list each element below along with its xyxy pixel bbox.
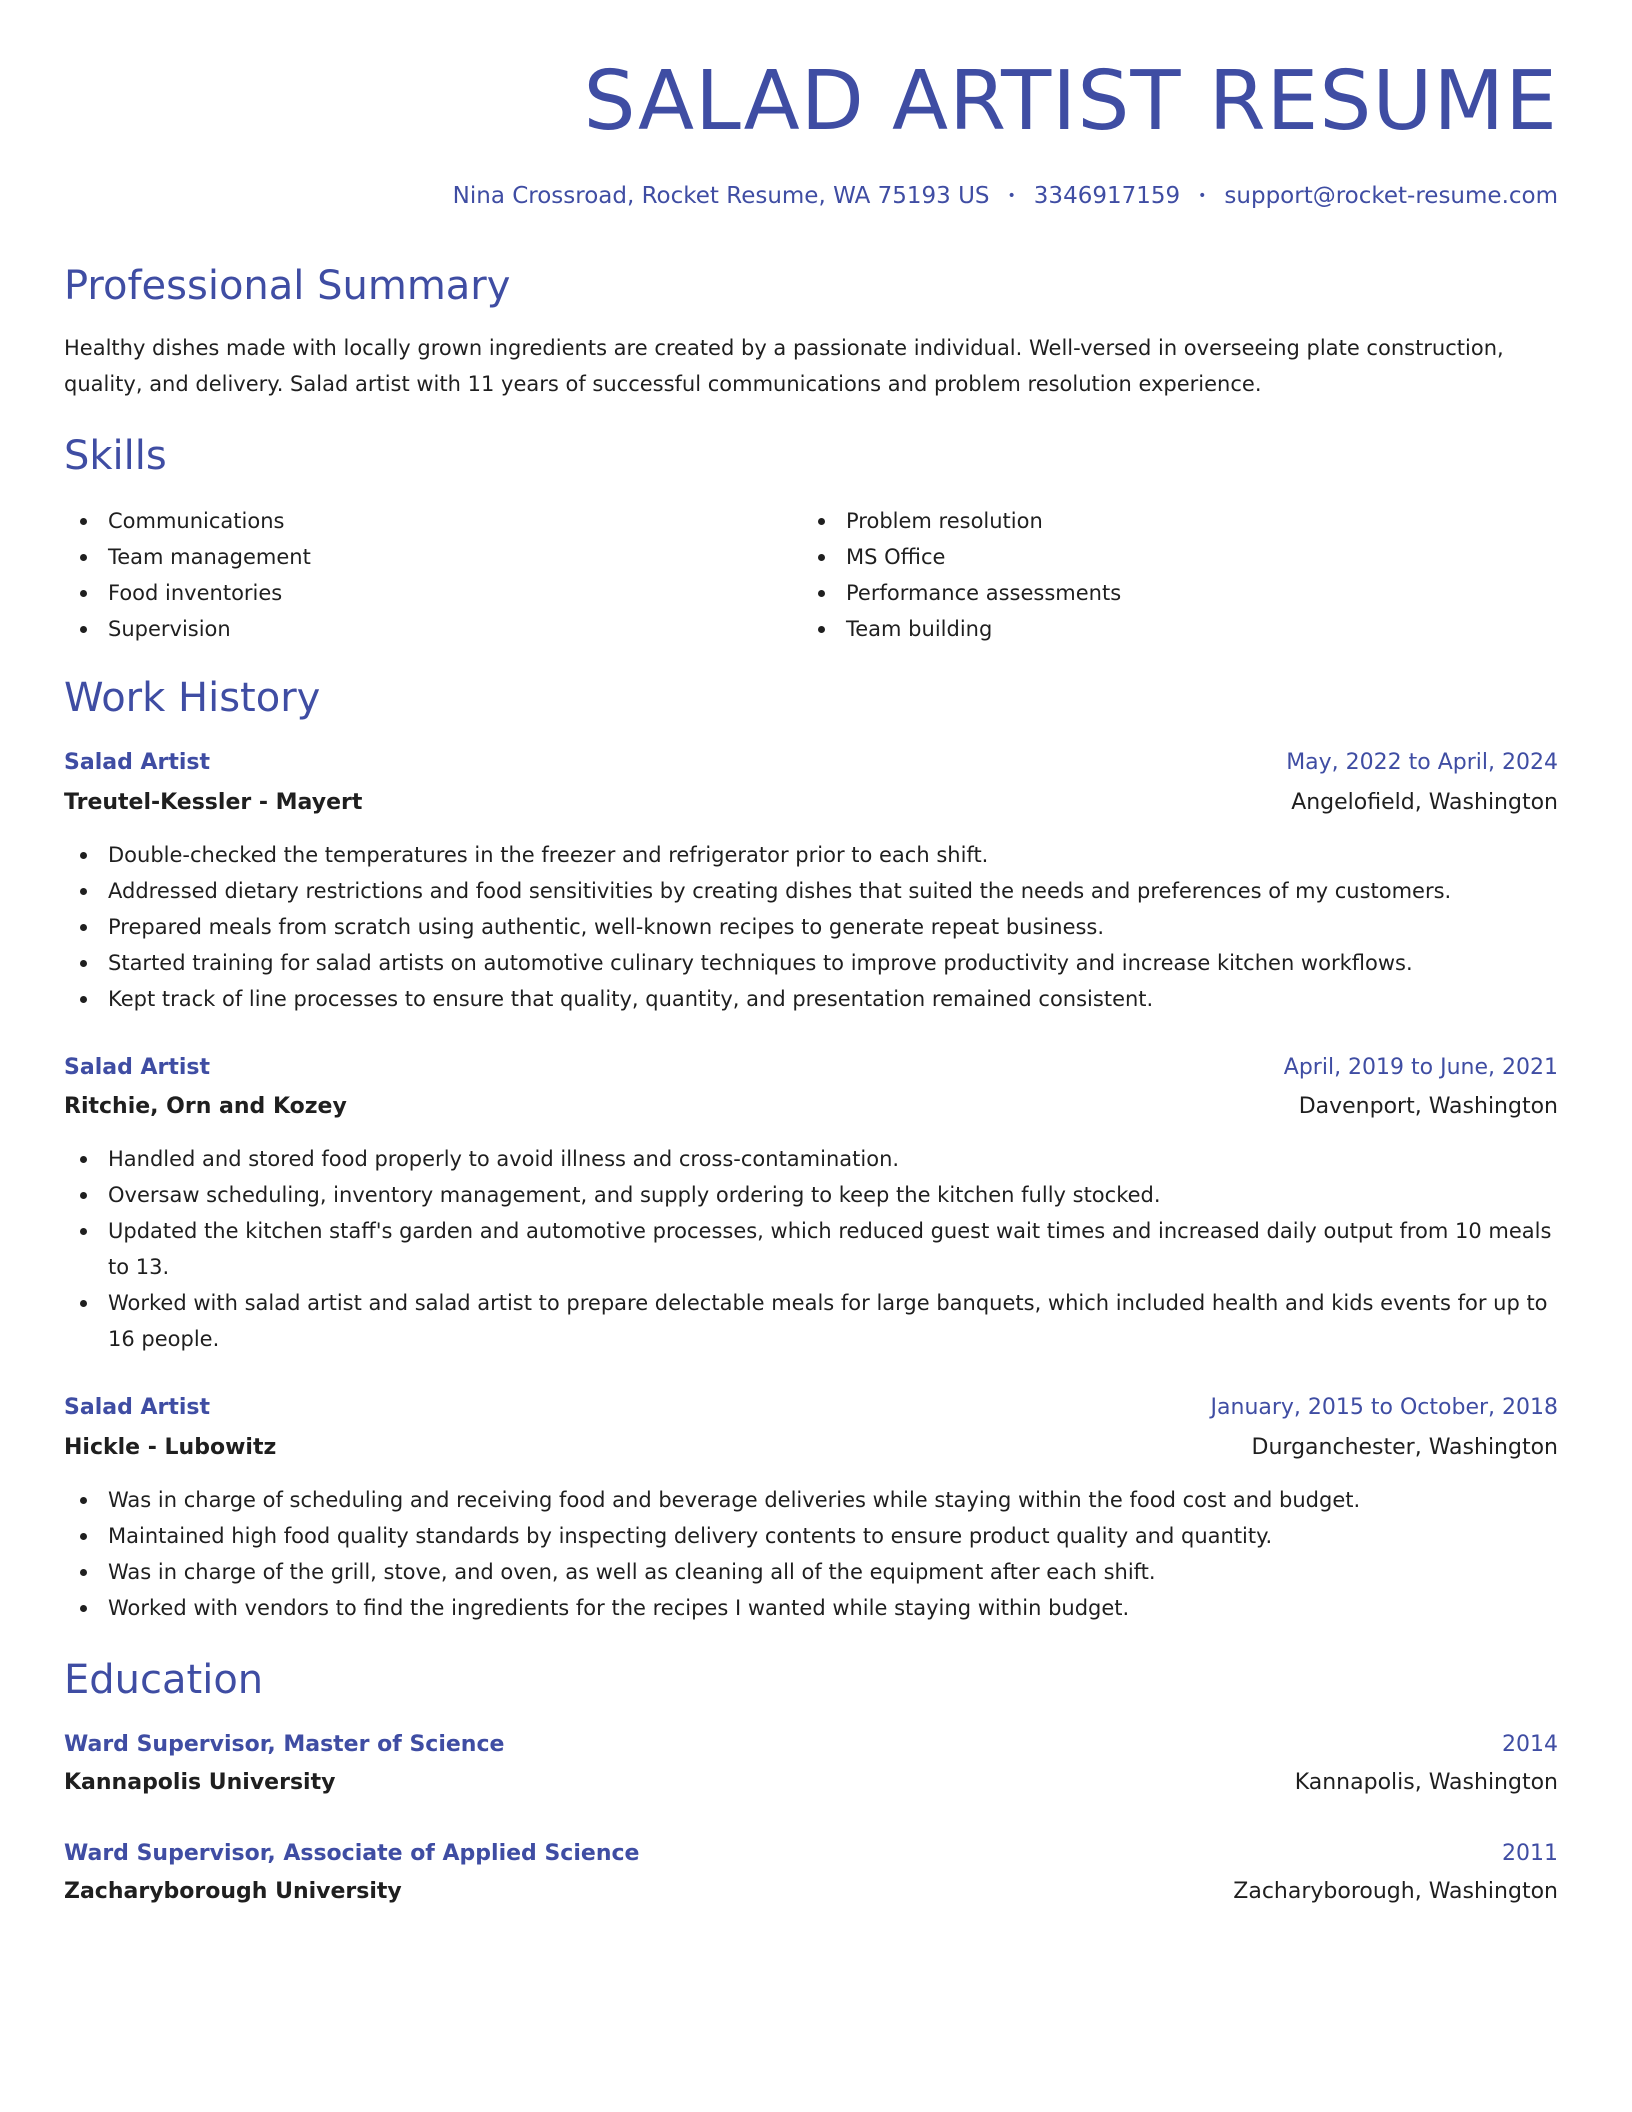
education-school: Zacharyborough University: [64, 1879, 402, 1904]
job-location: Angelofield, Washington: [1291, 790, 1558, 815]
contact-email[interactable]: support@rocket-resume.com: [1224, 183, 1558, 209]
education-year: 2011: [1502, 1841, 1558, 1866]
job-bullets: [64, 1482, 1558, 1626]
job-subheader: [64, 785, 1558, 821]
contact-separator: •: [1198, 188, 1207, 204]
education-location: Kannapolis, Washington: [1294, 1770, 1558, 1795]
skill-item: Performance assessments: [802, 575, 1502, 611]
summary-text: Healthy dishes made with locally grown ingredients are created by a passionate individual. Well-versed in overseeing plate construction, quality, and delivery. Salad artist with 11 years of successful communications and problem resolution experience.: [64, 336, 1504, 396]
skill-item: Team management: [64, 539, 764, 575]
contact-phone: 3346917159: [1033, 183, 1181, 209]
job-bullet: Was in charge of the grill, stove, and oven, as well as cleaning all of the equipment after each shift.: [64, 1554, 1558, 1590]
skills-column-left: [64, 503, 764, 647]
skill-item: Problem resolution: [802, 503, 1502, 539]
contact-address: Nina Crossroad, Rocket Resume, WA 75193 US: [452, 183, 990, 209]
skill-item: MS Office: [802, 539, 1502, 575]
job-bullets: [64, 837, 1558, 1017]
job-bullet: Double-checked the temperatures in the freezer and refrigerator prior to each shift.: [64, 837, 1558, 873]
education-header: [64, 1836, 1558, 1872]
job-bullet: Updated the kitchen staff's garden and automotive processes, which reduced guest wait times and increased daily output from 10 meals to 13.: [64, 1213, 1558, 1285]
job-title: Salad Artist: [64, 1395, 211, 1420]
job-bullet: Handled and stored food properly to avoid illness and cross-contamination.: [64, 1141, 1558, 1177]
job-header: [64, 745, 1558, 781]
contact-line: [453, 180, 1558, 212]
job-dates: April, 2019 to June, 2021: [1283, 1055, 1558, 1080]
job-company: Hickle - Lubowitz: [64, 1435, 277, 1460]
job-bullet: Started training for salad artists on automotive culinary techniques to improve productivity and increase kitchen workflows.: [64, 945, 1558, 981]
education-degree: Ward Supervisor, Master of Science: [64, 1732, 505, 1757]
job-bullet: Oversaw scheduling, inventory management, and supply ordering to keep the kitchen fully stocked.: [64, 1177, 1558, 1213]
work-heading: Work History: [64, 675, 321, 721]
job-location: Durganchester, Washington: [1251, 1435, 1558, 1460]
job-company: Ritchie, Orn and Kozey: [64, 1094, 347, 1119]
education-subheader: [64, 1874, 1558, 1910]
skill-item: Supervision: [64, 611, 764, 647]
job-bullet: Was in charge of scheduling and receiving food and beverage deliveries while staying within the food cost and budget.: [64, 1482, 1558, 1518]
education-school: Kannapolis University: [64, 1770, 336, 1795]
job-bullet: Addressed dietary restrictions and food sensitivities by creating dishes that suited the needs and preferences of my customers.: [64, 873, 1558, 909]
skill-item: Food inventories: [64, 575, 764, 611]
job-bullets: [64, 1141, 1558, 1357]
education-subheader: [64, 1765, 1558, 1801]
contact-separator: •: [1007, 188, 1016, 204]
job-bullet: Worked with vendors to find the ingredients for the recipes I wanted while staying within budget.: [64, 1590, 1558, 1626]
skills-column-right: [802, 503, 1502, 647]
job-company: Treutel-Kessler - Mayert: [64, 790, 363, 815]
job-location: Davenport, Washington: [1298, 1094, 1558, 1119]
education-header: [64, 1727, 1558, 1763]
job-bullet: Prepared meals from scratch using authentic, well-known recipes to generate repeat business.: [64, 909, 1558, 945]
job-subheader: [64, 1089, 1558, 1125]
education-heading: Education: [64, 1657, 264, 1703]
job-title: Salad Artist: [64, 750, 211, 775]
job-header: [64, 1390, 1558, 1426]
job-subheader: [64, 1430, 1558, 1466]
job-dates: January, 2015 to October, 2018: [1210, 1395, 1558, 1420]
skills-heading: Skills: [64, 433, 167, 479]
skill-item: Communications: [64, 503, 764, 539]
education-location: Zacharyborough, Washington: [1233, 1879, 1558, 1904]
skill-item: Team building: [802, 611, 1502, 647]
resume-title: SALAD ARTIST RESUME: [583, 54, 1558, 149]
summary-heading: Professional Summary: [64, 263, 511, 309]
education-year: 2014: [1502, 1732, 1558, 1757]
education-degree: Ward Supervisor, Associate of Applied Science: [64, 1841, 640, 1866]
job-bullet: Kept track of line processes to ensure that quality, quantity, and presentation remained consistent.: [64, 981, 1558, 1017]
job-bullet: Worked with salad artist and salad artist to prepare delectable meals for large banquets, which included health and kids events for up to 16 people.: [64, 1285, 1558, 1357]
job-header: [64, 1050, 1558, 1086]
job-title: Salad Artist: [64, 1055, 211, 1080]
job-dates: May, 2022 to April, 2024: [1286, 750, 1558, 775]
job-bullet: Maintained high food quality standards by inspecting delivery contents to ensure product quality and quantity.: [64, 1518, 1558, 1554]
